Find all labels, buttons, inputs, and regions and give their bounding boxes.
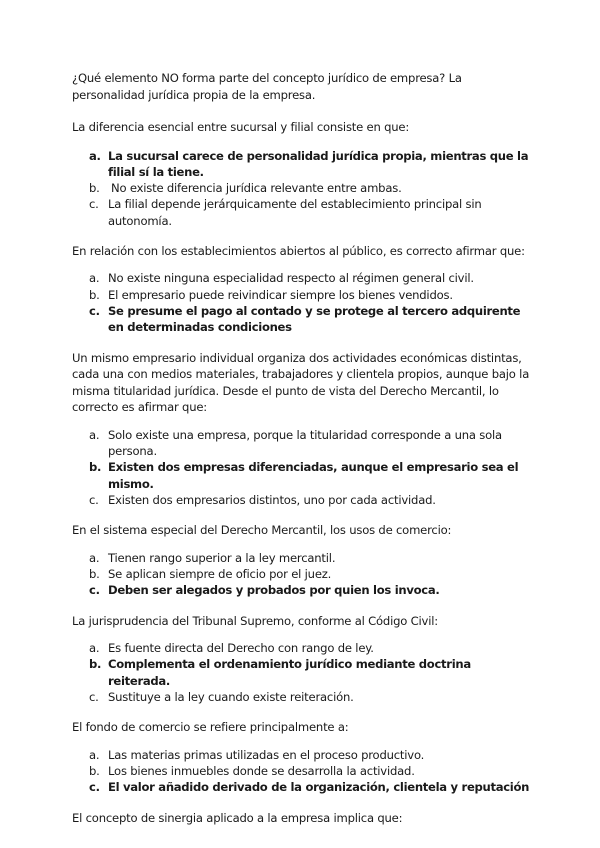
option-text: Los bienes inmuebles donde se desarrolla la actividad. <box>108 764 415 779</box>
intro-paragraph <box>72 70 530 103</box>
question-stem: En el sistema especial del Derecho Mercantil, los usos de comercio: <box>72 523 452 538</box>
intro-text: ¿Qué elemento NO forma parte del concepto jurídico de empresa? La personalidad jurídica propia de la empresa. <box>72 71 462 102</box>
options-list <box>72 148 530 229</box>
option-c <box>72 582 530 598</box>
option-text: Solo existe una empresa, porque la titularidad corresponde a una sola persona. <box>108 427 502 458</box>
option-marker: b. <box>89 566 100 581</box>
option-marker: a. <box>89 271 100 286</box>
option-marker: b. <box>89 764 100 779</box>
option-c <box>72 492 530 508</box>
question-stem: La diferencia esencial entre sucursal y filial consiste en que: <box>72 120 410 134</box>
options-list <box>72 427 530 508</box>
option-a <box>72 640 530 656</box>
option-text: Es fuente directa del Derecho con rango de ley. <box>108 641 374 656</box>
option-text: Tienen rango superior a la ley mercantil. <box>108 550 336 565</box>
option-marker: a. <box>89 550 100 565</box>
question-block-3 <box>72 350 530 508</box>
option-a <box>72 550 530 566</box>
option-marker: a. <box>89 148 101 163</box>
question-block-4 <box>72 522 530 598</box>
option-text: Deben ser alegados y probados por quien los invoca. <box>108 583 440 598</box>
question-stem: Un mismo empresario individual organiza dos actividades económicas distintas, cada una con medios materiales, trabajadores y clientela propios, aunque bajo la misma titularidad jurídica. Desde el punto de vista del Derecho Mercantil, lo correcto es afirmar que: <box>72 350 530 415</box>
options-list <box>72 747 530 796</box>
options-list <box>72 270 530 335</box>
option-marker: b. <box>89 287 100 302</box>
option-b <box>72 656 530 689</box>
option-text: No existe ninguna especialidad respecto al régimen general civil. <box>108 271 474 286</box>
question-block-5 <box>72 613 530 706</box>
option-text: Las materias primas utilizadas en el proceso productivo. <box>108 747 425 762</box>
option-marker: c. <box>89 583 100 598</box>
question-stem: El fondo de comercio se refiere principalmente a: <box>72 720 349 735</box>
option-marker: b. <box>89 460 102 475</box>
option-a <box>72 747 530 763</box>
option-text: No existe diferencia jurídica relevante entre ambas. <box>111 181 402 196</box>
option-c <box>72 779 530 795</box>
question-block-2 <box>72 243 530 336</box>
question-block-7 <box>72 810 530 827</box>
option-text: La filial depende jerárquicamente del establecimiento principal sin autonomía. <box>108 197 482 228</box>
option-marker: a. <box>89 641 100 656</box>
option-text: El valor añadido derivado de la organización, clientela y reputación <box>108 780 530 795</box>
option-b <box>72 180 530 196</box>
options-list <box>72 550 530 599</box>
option-c <box>72 196 530 229</box>
option-text: Existen dos empresarios distintos, uno por cada actividad. <box>108 492 436 507</box>
option-text: Existen dos empresas diferenciadas, aunque el empresario sea el mismo. <box>108 460 519 491</box>
option-marker: c. <box>89 304 100 319</box>
option-marker: c. <box>89 780 100 795</box>
question-block-1 <box>72 119 530 229</box>
option-b <box>72 287 530 303</box>
option-b <box>72 566 530 582</box>
option-marker: c. <box>89 492 99 507</box>
option-text: Se aplican siempre de oficio por el juez. <box>108 566 332 581</box>
question-stem: En relación con los establecimientos abiertos al público, es correcto afirmar que: <box>72 243 525 258</box>
option-text: La sucursal carece de personalidad jurídica propia, mientras que la filial sí la tiene. <box>108 148 529 179</box>
option-a <box>72 148 530 181</box>
options-list <box>72 640 530 705</box>
option-c <box>72 689 530 705</box>
question-stem: El concepto de sinergia aplicado a la empresa implica que: <box>72 810 403 825</box>
option-b <box>72 459 530 492</box>
option-b <box>72 763 530 779</box>
option-marker: c. <box>89 197 99 212</box>
question-stem: La jurisprudencia del Tribunal Supremo, conforme al Código Civil: <box>72 613 438 628</box>
option-marker: b. <box>89 657 102 672</box>
option-a <box>72 270 530 286</box>
option-text: El empresario puede reivindicar siempre los bienes vendidos. <box>108 287 453 302</box>
option-marker: b. <box>89 181 100 196</box>
option-text: Se presume el pago al contado y se protege al tercero adquirente en determinadas condiciones <box>108 304 521 335</box>
option-a <box>72 427 530 460</box>
option-marker: c. <box>89 689 99 704</box>
option-text: Sustituye a la ley cuando existe reiteración. <box>108 689 354 704</box>
question-block-6 <box>72 719 530 795</box>
option-text: Complementa el ordenamiento jurídico mediante doctrina reiterada. <box>108 657 471 688</box>
option-marker: a. <box>89 427 100 442</box>
option-c <box>72 303 530 336</box>
option-marker: a. <box>89 747 100 762</box>
